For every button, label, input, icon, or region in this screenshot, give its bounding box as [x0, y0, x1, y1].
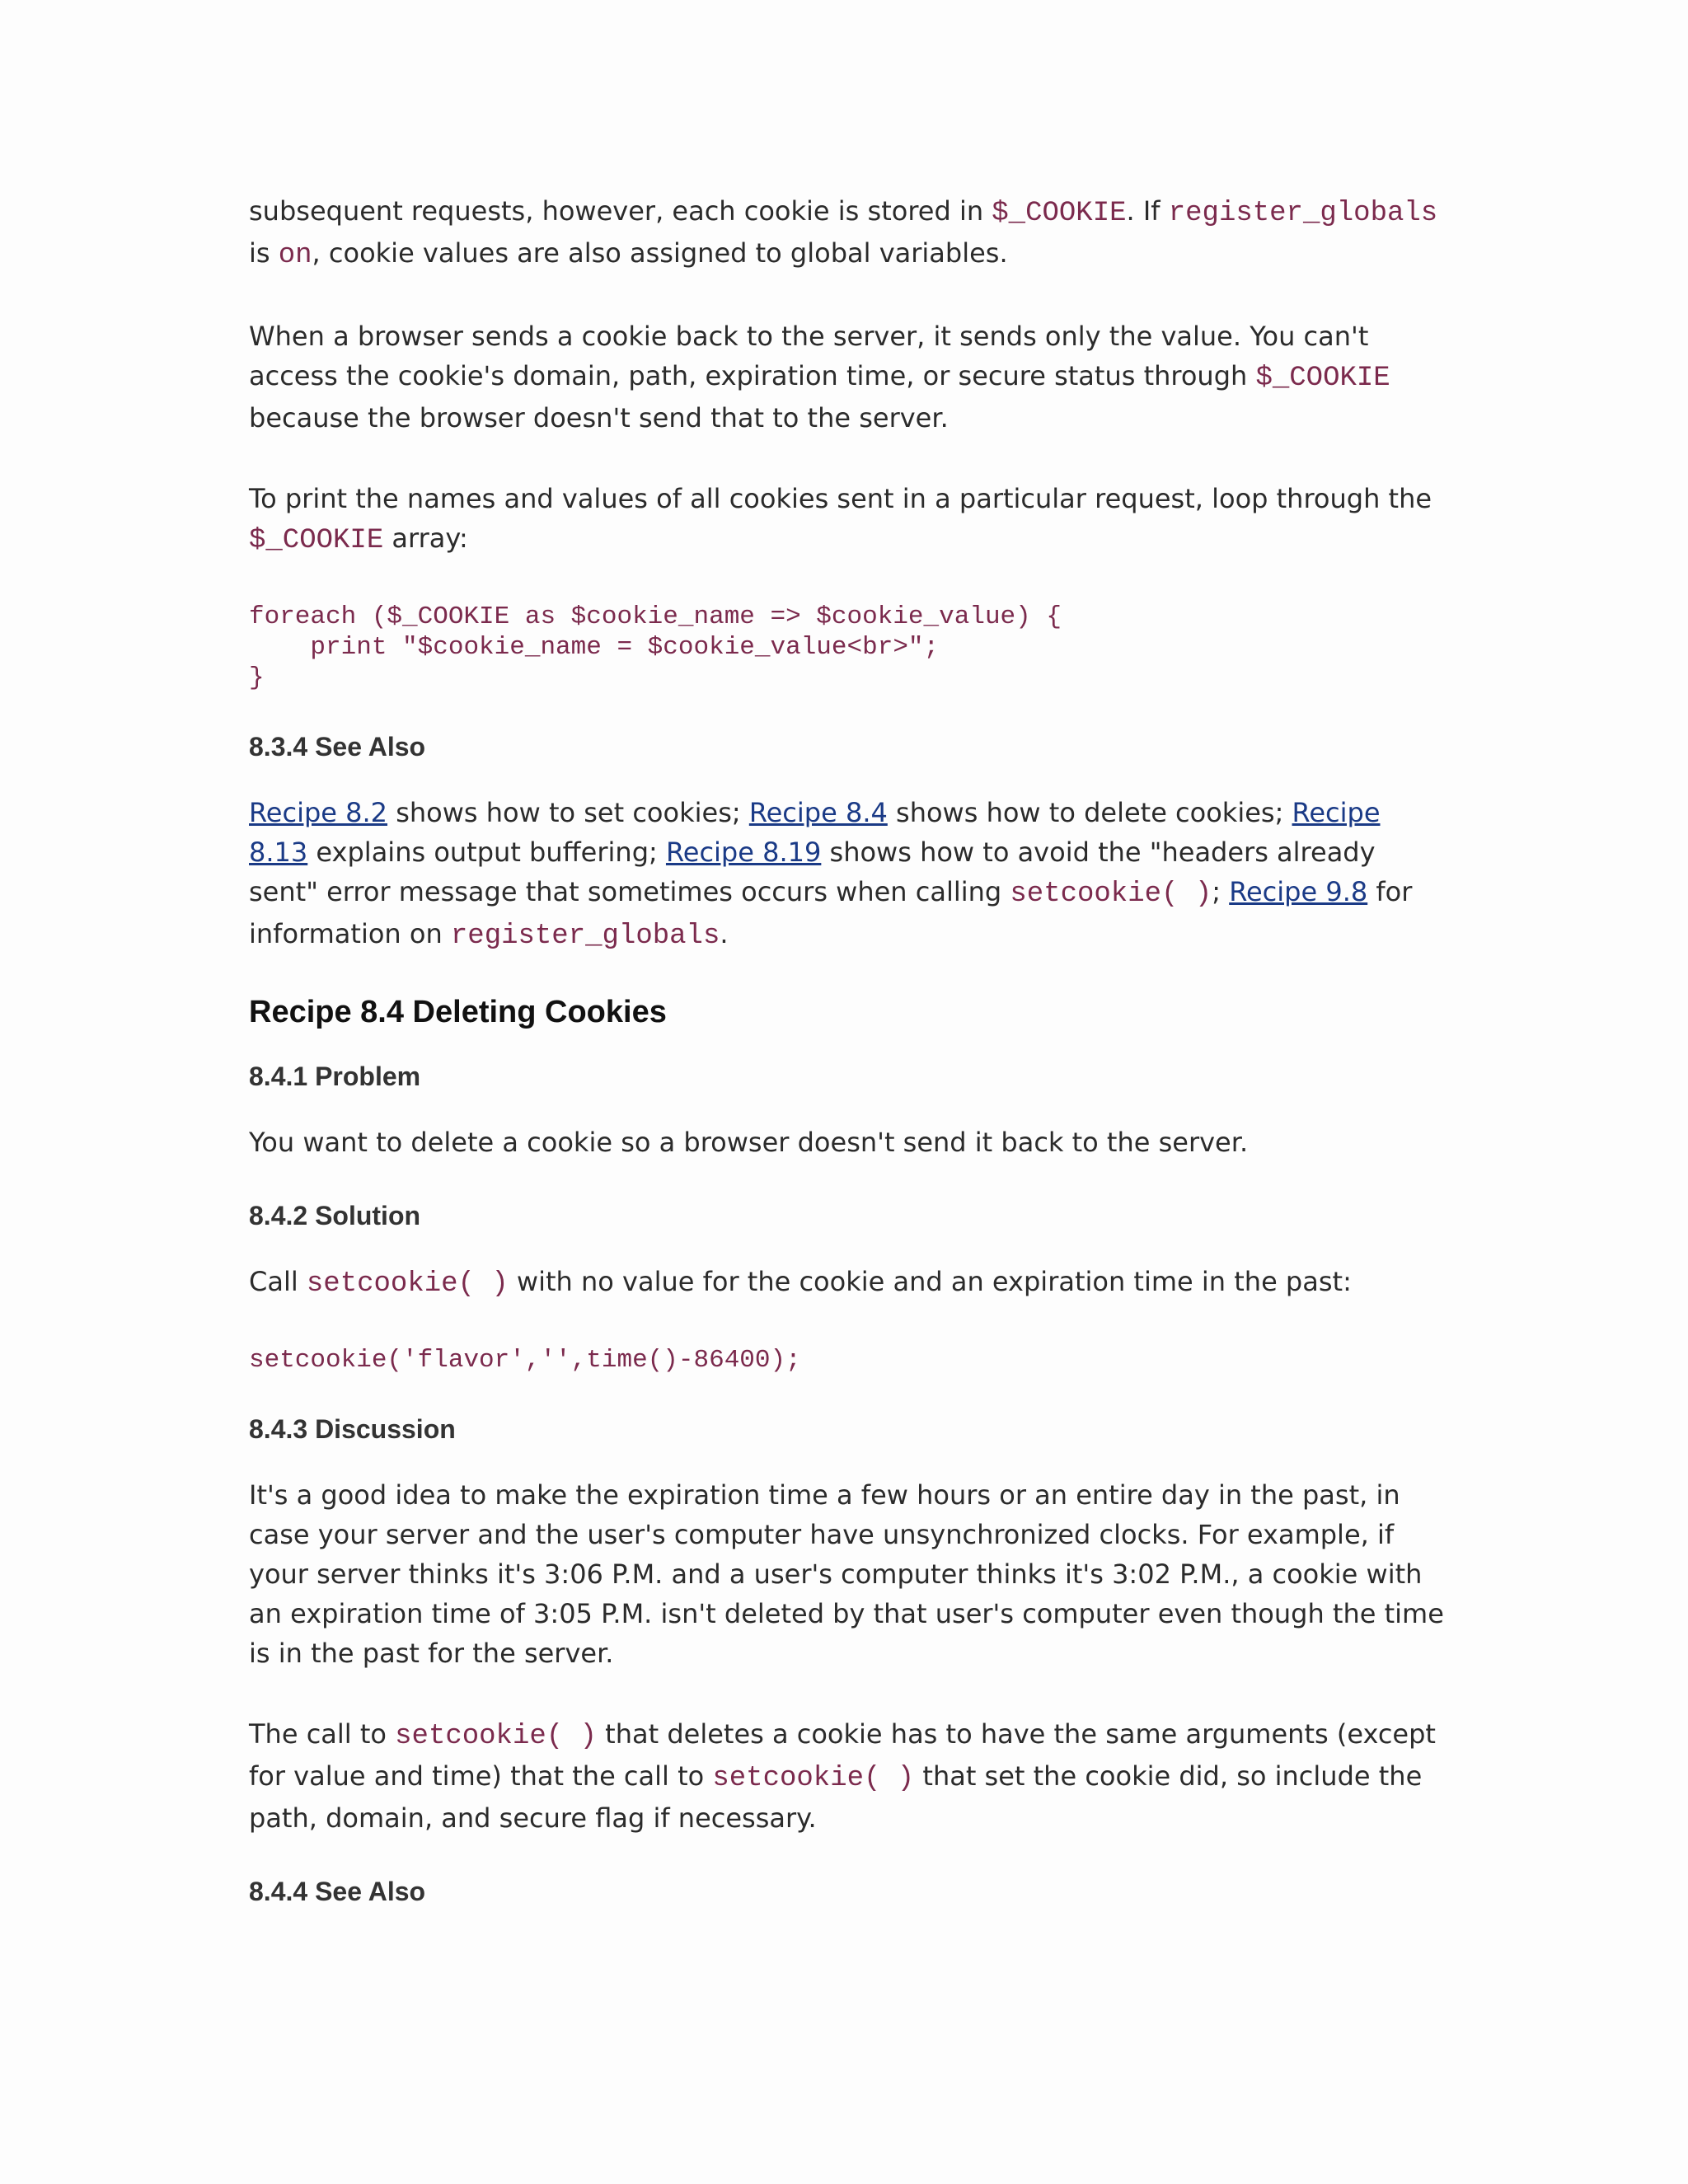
inline-code: $_COOKIE — [992, 198, 1127, 229]
paragraph-print-cookies: To print the names and values of all cookies sent in a particular request, loop through the $_COOKIE array: — [249, 483, 1432, 556]
paragraph-solution: Call setcookie( ) with no value for the cookie and an expiration time in the past: — [249, 1266, 1352, 1300]
inline-code: register_globals — [450, 921, 720, 952]
paragraph-cookie-storage: subsequent requests, however, each cookie is stored in $_COOKIE. If register_globals is on, cookie values are also assigned to global variables. — [249, 195, 1438, 271]
link-recipe-8-4[interactable]: Recipe 8.4 — [748, 797, 888, 828]
paragraph-discussion-arguments: The call to setcookie( ) that deletes a cookie has to have the same arguments (except for value and time) that the call to setcookie( ) that set the cookie did, so include the path, domain, and secure flag if necessary. — [249, 1718, 1436, 1834]
paragraph-problem: You want to delete a cookie so a browser doesn't send it back to the server. — [249, 1127, 1249, 1158]
inline-code: setcookie( ) — [1010, 879, 1212, 910]
paragraph-see-also-8-3: Recipe 8.2 shows how to set cookies; Recipe 8.4 shows how to delete cookies; Recipe 8.13 explains output buffering; Recipe 8.19 shows how to avoid the "headers already sent" error message that sometimes occurs when calling setcookie( ); Recipe 9.8 for information on register_globals. — [249, 797, 1413, 952]
paragraph-cookie-value: When a browser sends a cookie back to the server, it sends only the value. You can't access the cookie's domain, path, expiration time, or secure status through $_COOKIE because the browser doesn't send that to the server. — [249, 321, 1390, 434]
heading-8-4-2: 8.4.2 Solution — [249, 1201, 421, 1230]
inline-code: $_COOKIE — [249, 525, 384, 556]
inline-code: register_globals — [1168, 198, 1438, 229]
link-recipe-8-13[interactable]: Recipe 8.13 — [249, 797, 1381, 868]
heading-8-4-3: 8.4.3 Discussion — [249, 1414, 456, 1444]
code-block-setcookie: setcookie('flavor','',time()-86400); — [249, 1346, 801, 1375]
link-recipe-9-8[interactable]: Recipe 9.8 — [1229, 876, 1368, 907]
inline-code: $_COOKIE — [1255, 363, 1390, 394]
link-recipe-8-2[interactable]: Recipe 8.2 — [249, 797, 388, 828]
heading-recipe-8-4: Recipe 8.4 Deleting Cookies — [249, 995, 667, 1029]
code-block-foreach: foreach ($_COOKIE as $cookie_name => $cookie_value) { print "$cookie_name = $cookie_value<br>"; } — [249, 602, 1062, 692]
heading-8-4-1: 8.4.1 Problem — [249, 1062, 421, 1091]
paragraph-discussion-clocks: It's a good idea to make the expiration time a few hours or an entire day in the past, in case your server and the user's computer have unsynchronized clocks. For example, if your server thinks it's 3:06 P.M. and a user's computer thinks it's 3:02 P.M., a cookie with an expiration time of 3:05 P.M. isn't deleted by that user's computer even though the time is in the past for the server. — [249, 1479, 1444, 1669]
inline-code: setcookie( ) — [306, 1268, 509, 1300]
heading-8-4-4: 8.4.4 See Also — [249, 1877, 426, 1906]
inline-code: on — [278, 240, 312, 271]
document-page — [249, 191, 1444, 1908]
inline-code: setcookie( ) — [712, 1763, 915, 1794]
inline-code: setcookie( ) — [395, 1721, 597, 1752]
heading-8-3-4: 8.3.4 See Also — [249, 732, 426, 762]
link-recipe-8-19[interactable]: Recipe 8.19 — [665, 837, 822, 868]
